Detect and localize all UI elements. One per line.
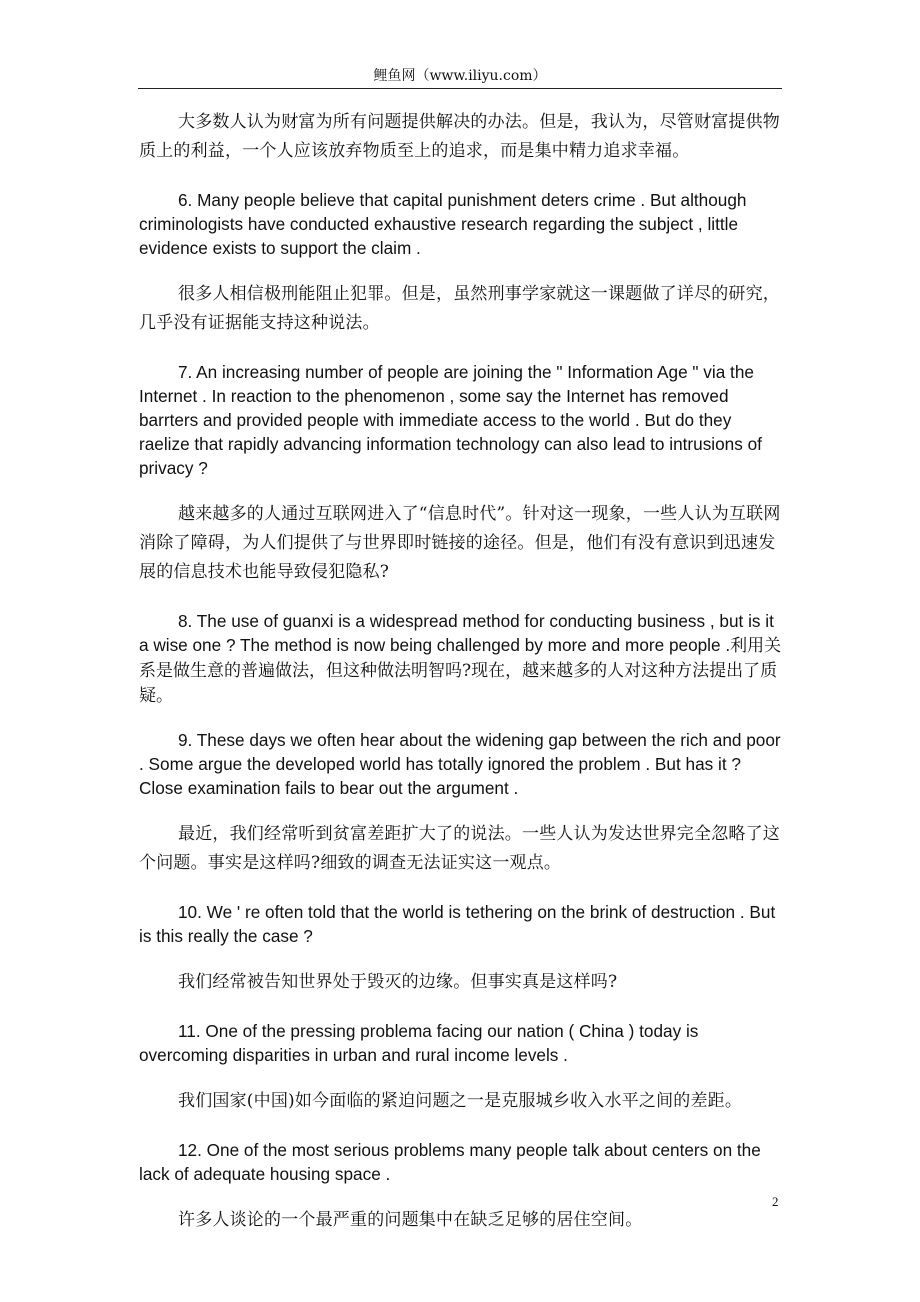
paragraph-en-9: 9. These days we often hear about the widening gap between the rich and poor . Some argue the developed world has totally ignored the problem . But has it ? Close examination fails to bear out the argument . <box>139 730 781 798</box>
document-body <box>139 108 785 1257</box>
paragraph-zh-12: 许多人谈论的一个最严重的问题集中在缺乏足够的居住空间。 <box>178 1210 643 1230</box>
paragraph-zh-6: 很多人相信极刑能阻止犯罪。但是，虽然刑事学家就这一课题做了详尽的研究，几乎没有证据能支持这种说法。 <box>139 284 780 333</box>
paragraph-zh-7: 越来越多的人通过互联网进入了“信息时代”。针对这一现象，一些人认为互联网消除了障碍，为人们提供了与世界即时链接的途径。但是，他们有没有意识到迅速发展的信息技术也能导致侵犯隐私? <box>139 504 781 582</box>
paragraph-en-10: 10. We ' re often told that the world is tethering on the brink of destruction . But is this really the case ? <box>139 902 776 946</box>
header-site-title: 鲤鱼网（www.iliyu.com） <box>373 68 547 84</box>
paragraph-en-7: 7. An increasing number of people are joining the " Information Age " via the Internet . In reaction to the phenomenon , some say the Internet has removed barrters and provided people with immediate access to the world . But do they raelize that rapidly advancing information technology can also lead to intrusions of privacy ? <box>139 362 762 478</box>
paragraph-zh-intro: 大多数人认为财富为所有问题提供解决的办法。但是，我认为，尽管财富提供物质上的利益，一个人应该放弃物质至上的追求，而是集中精力追求幸福。 <box>139 112 780 161</box>
paragraph-zh-11: 我们国家(中国)如今面临的紧迫问题之一是克服城乡收入水平之间的差距。 <box>178 1091 743 1111</box>
paragraph-en-8: 8. The use of guanxi is a widespread method for conducting business , but is it a wise one ? The method is now being challenged by more and more people . <box>139 611 774 655</box>
paragraph-zh-8: 利用关系是做生意的普遍做法，但这种做法明智吗?现在，越来越多的人对这种方法提出了质疑。 <box>139 636 782 706</box>
page-header <box>138 66 782 89</box>
paragraph-zh-10: 我们经常被告知世界处于毁灭的边缘。但事实真是这样吗? <box>178 972 618 992</box>
paragraph-en-6: 6. Many people believe that capital punishment deters crime . But although criminologists have conducted exhaustive research regarding the subject , little evidence exists to support the claim . <box>139 190 747 258</box>
paragraph-en-11: 11. One of the pressing problema facing our nation ( China ) today is overcoming disparities in urban and rural income levels . <box>139 1021 699 1065</box>
paragraph-en-12: 12. One of the most serious problems many people talk about centers on the lack of adequate housing space . <box>139 1140 761 1184</box>
paragraph-zh-9: 最近，我们经常听到贫富差距扩大了的说法。一些人认为发达世界完全忽略了这个问题。事实是这样吗?细致的调查无法证实这一观点。 <box>139 824 780 873</box>
paragraph-8 <box>139 609 785 708</box>
page-number: 2 <box>772 1194 779 1209</box>
